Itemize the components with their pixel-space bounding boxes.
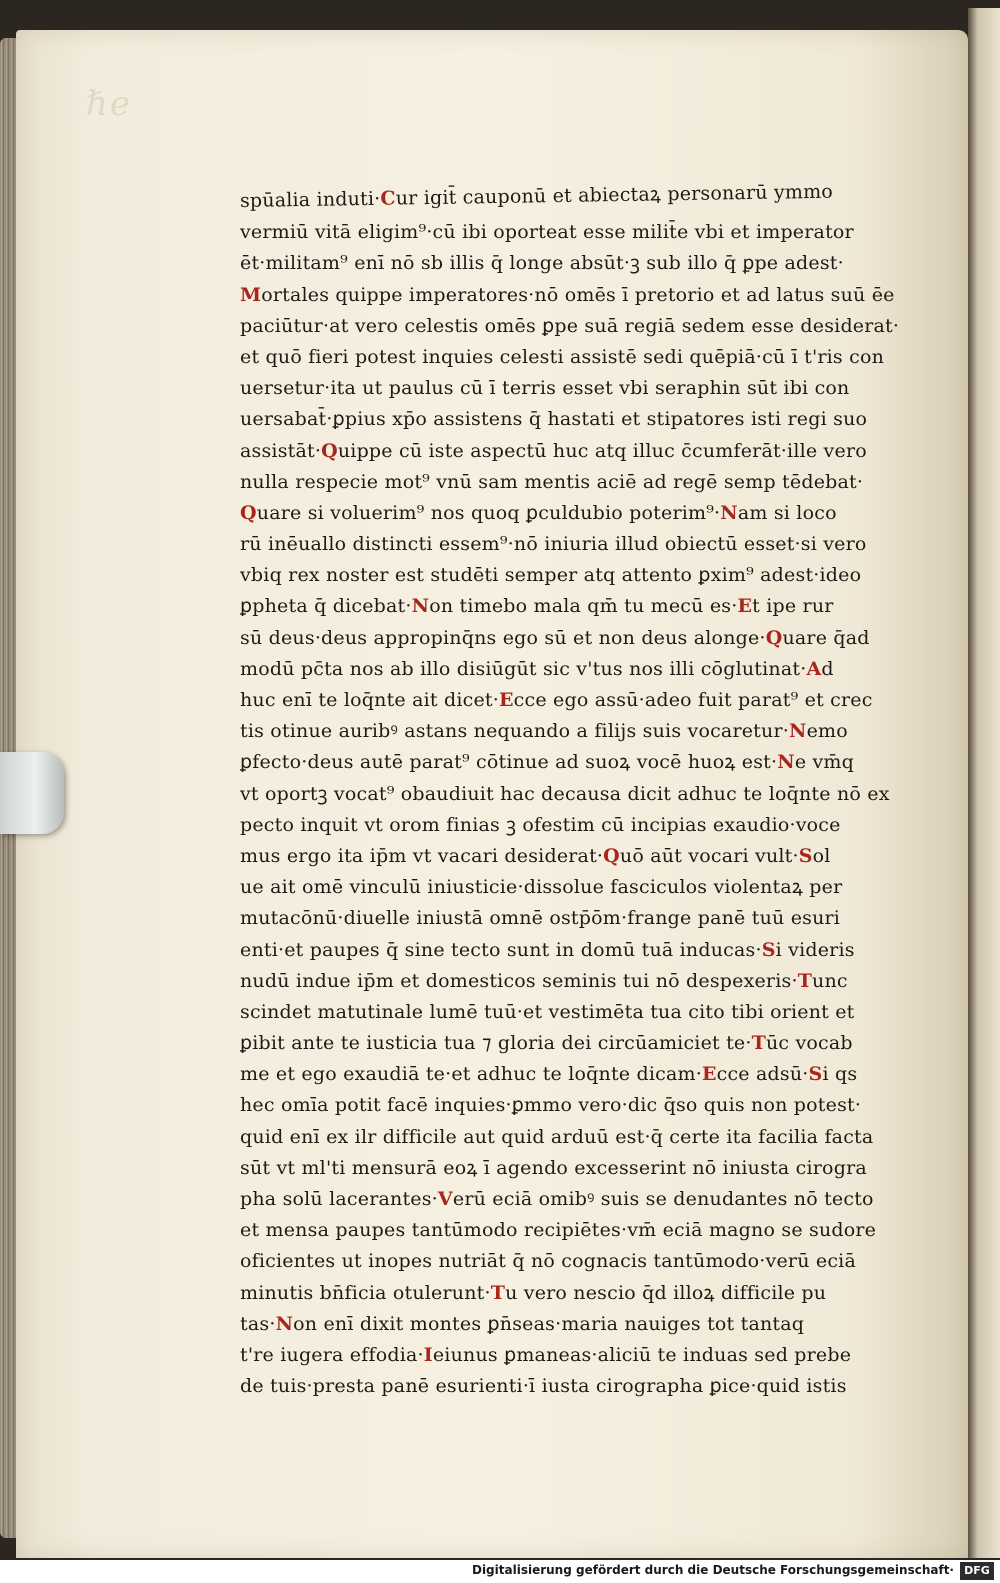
rubricated-initial: N: [275, 1312, 294, 1335]
rubricated-initial: V: [437, 1188, 453, 1210]
text-line: mus ergo ita ip̄m vt vacari desiderat·Quō aūt vocari vult·Sol: [240, 844, 831, 867]
text-line: tis otinue auribꝰ astans nequando a filijs suis vocaretur·Nemo: [240, 720, 848, 743]
text-line: vbiq rex noster est studēti semper atq attento ꝑxim⁹ adest·ideo: [240, 564, 862, 587]
rubricated-initial: S: [808, 1063, 823, 1086]
rubricated-initial: E: [737, 595, 753, 618]
rubricated-initial: N: [411, 595, 430, 618]
text-line: paciūtur·at vero celestis omēs ꝑpe suā regiā sedem esse desiderat·: [240, 314, 900, 337]
text-line: vermiū vitā eligim⁹·cū ibi oporteat esse milit̄e vbi et imperator: [240, 221, 854, 244]
text-line: vt oportꝫ vocat⁹ obaudiuit hac decausa dicit adhuc te loq̄nte nō ex: [240, 782, 890, 805]
text-line: Mortales quippe imperatores·nō omēs ī pretorio et ad latus suū ēe: [240, 283, 895, 306]
rubricated-initial: Q: [765, 626, 783, 649]
text-line: rū inēuallo distincti essem⁹·nō iniuria illud obiectū esset·si vero: [240, 533, 867, 556]
rubricated-initial: N: [788, 720, 807, 743]
text-line: mutacōnū·diuelle iniustā omnē ostp̄ōm·frange panē tuū esuri: [240, 907, 841, 930]
text-line: uersetur·ita ut paulus cū ī terris esset vbi seraphin sūt ibi con: [240, 377, 850, 400]
text-line: ēt·militam⁹ enī nō sb illis q̄ longe absūt·ꝫ sub illo q̄ ꝑpe adest·: [240, 252, 844, 275]
text-line: tas·Non enī dixit montes ꝑn̄seas·maria nauiges tot tantaq: [240, 1312, 805, 1335]
rubricated-initial: E: [498, 689, 514, 711]
text-line: uersabat̄·ꝑpius xp̄o assistens q̄ hastati et stipatores isti regi suo: [240, 408, 868, 431]
rubricated-initial: Q: [240, 501, 257, 524]
rubricated-initial: S: [761, 938, 776, 961]
dfg-logo: DFG: [960, 1562, 994, 1580]
text-line: ꝑpheta q̄ dicebat·Non timebo mala qm̄ tu mecū es·Et ipe rur: [240, 595, 834, 618]
text-line: Quare si voluerim⁹ nos quoq ꝑculdubio poterim⁹·Nam si loco: [240, 501, 837, 524]
rubricated-initial: C: [380, 187, 396, 210]
text-line: hec omīa potit facē inquies·ꝑmmo vero·dic q̄so quis non potest·: [240, 1094, 862, 1117]
footer-strip: [0, 1560, 1000, 1583]
text-line: ꝑibit ante te iusticia tua ⁊ gloria dei circūamiciet te·Tūc vocab: [240, 1032, 853, 1055]
text-line: modū pc̄ta nos ab illo disiūgūt sic v'tus nos illi cōglutinat·Ad: [240, 657, 834, 680]
text-line: spūalia induti·Cur igit̄ cauponū et abiectaꝝ personarū ymmo: [239, 180, 834, 212]
text-line: nudū indue ip̄m et domesticos seminis tui nō despexeris·Tunc: [240, 969, 848, 992]
rubricated-initial: A: [806, 657, 822, 680]
text-line: nulla respecie mot⁹ vnū sam mentis aciē ad regē semp tēdebat·: [240, 470, 864, 493]
page-clip: [0, 752, 64, 834]
rubricated-initial: I: [423, 1343, 433, 1366]
text-line: enti·et paupes q̄ sine tecto sunt in domū tuā inducas·Si videris: [240, 938, 855, 961]
text-line: et mensa paupes tantūmodo recipiētes·vm̄ eciā magno se sudore: [240, 1219, 877, 1242]
text-line: sū deus·deus appropinq̄ns ego sū et non deus alonge·Quare q̄ad: [240, 626, 870, 649]
rubricated-initial: T: [490, 1281, 506, 1304]
rubricated-initial: S: [798, 844, 813, 867]
text-line: quid enī ex ilr difficile aut quid arduū est·q̄ certe ita facilia facta: [240, 1125, 874, 1148]
text-line: et quō fieri potest inquies celesti assistē sedi quēpiā·cū ī t'ris con: [240, 345, 885, 368]
text-line: pha solū lacerantes·Verū eciā omibꝰ suis se denudantes nō tecto: [240, 1188, 874, 1210]
text-line: scindet matutinale lumē tuū·et vestimēta tua cito tibi orient et: [240, 1000, 855, 1023]
rubricated-initial: N: [777, 751, 795, 774]
rubricated-initial: Q: [321, 439, 338, 462]
facing-page-edge: [968, 8, 1000, 1558]
bleed-through-mark: ℏℯ: [86, 84, 133, 124]
text-line: de tuis·presta panē esurienti·ī iusta cirographa ꝑice·quid istis: [240, 1375, 847, 1398]
rubricated-initial: M: [240, 283, 262, 306]
text-line: ꝑfecto·deus autē parat⁹ cōtinue ad suoꝝ vocē huoꝝ est·Ne vm̄q: [240, 751, 855, 774]
rubricated-initial: T: [797, 969, 813, 992]
text-line: minutis bn̄ficia otulerunt·Tu vero nescio q̄d illoꝝ difficile pu: [240, 1281, 827, 1304]
rubricated-initial: E: [701, 1063, 717, 1086]
text-line: oficientes ut inopes nutriāt q̄ nō cognacis tantūmodo·verū eciā: [240, 1250, 856, 1273]
text-line: t're iugera effodia·Ieiunus ꝑmaneas·aliciū te induas sed prebe: [240, 1343, 852, 1366]
text-line: me et ego exaudiā te·et adhuc te loq̄nte dicam·Ecce adsū·Si qs: [240, 1063, 858, 1086]
rubricated-initial: Q: [603, 844, 620, 867]
rubricated-initial: N: [720, 501, 738, 524]
incunabulum-text-block: [239, 180, 900, 1398]
text-line: pecto inquit vt orom finias ꝫ ofestim cū incipias exaudio·voce: [240, 813, 841, 836]
rubricated-initial: T: [751, 1032, 766, 1055]
text-line: sūt vt ml'ti mensurā eoꝝ ī agendo excesserint nō iniusta cirogra: [240, 1156, 867, 1179]
text-line: ue ait omē vinculū iniusticie·dissolue fasciculos violentaꝝ per: [240, 876, 843, 899]
funding-credit: Digitalisierung gefördert durch die Deutsche Forschungsgemeinschaft·: [471, 1563, 954, 1577]
text-line: assistāt·Quippe cū iste aspectū huc atq illuc c̄cumferāt·ille vero: [240, 439, 867, 462]
text-line: huc enī te loq̄nte ait dicet·Ecce ego assū·adeo fuit parat⁹ et crec: [240, 689, 873, 711]
